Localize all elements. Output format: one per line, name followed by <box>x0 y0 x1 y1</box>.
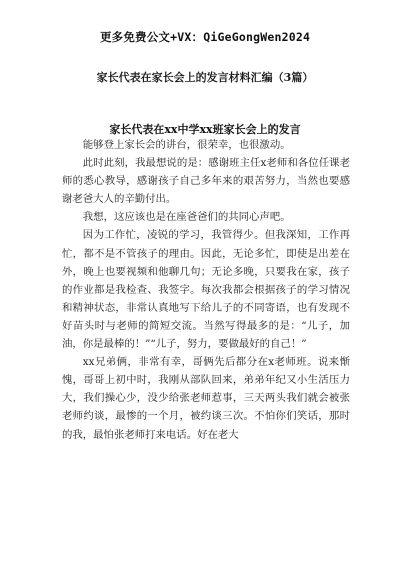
paragraph: 能够登上家长会的讲台，很荣幸，也很激动。 <box>82 139 291 151</box>
article-body <box>62 136 350 444</box>
paragraph: xx兄弟俩，非常有幸，哥俩先后都分在x老师班。说来惭愧，哥哥上初中时，我刚从部队回来，弟弟年纪又小生活压力大，我们操心少，没少给张老师惹事，三天两头我们就会被张老师约谈，最惨的一个月，被约谈三次。不怕你们笑话，那时的我，最怕张老师打来电话。好在老大 <box>62 356 350 441</box>
paragraph: 我想，这应该也是在座爸爸们的共同心声吧。 <box>82 211 291 224</box>
watermark-header: 更多免费公文+VX：QiGeGongWen2024 <box>99 30 311 44</box>
article-title: 家长代表在xx中学xx班家长会上的发言 <box>109 123 301 136</box>
paragraph: 因为工作忙，凌锐的学习，我管得少。但我深知，工作再忙，都不是不管孩子的理由。因此，无论多忙，即使是出差在外，晚上也要视频和他聊几句；无论多晚，只要我在家，孩子的作业都是我检查、我签字。每次我都会根据孩子的学习情况和精神状态，非常认真地写下给儿子的不同寄语，也有发现不好苗头时与老师的简短交流。当然写得最多的是：“儿子，加油，你是最棒的！”“儿子，努力，要做最好的自己！” <box>62 229 350 351</box>
paragraph: 此时此刻，我最想说的是：感谢班主任x老师和各位任课老师的悉心教导，感谢孩子自己多年来的艰苦努力，当然也要感谢老爸大人的辛勤付出。 <box>62 157 350 206</box>
document-title: 家长代表在家长会上的发言材料汇编（3篇） <box>96 71 314 84</box>
